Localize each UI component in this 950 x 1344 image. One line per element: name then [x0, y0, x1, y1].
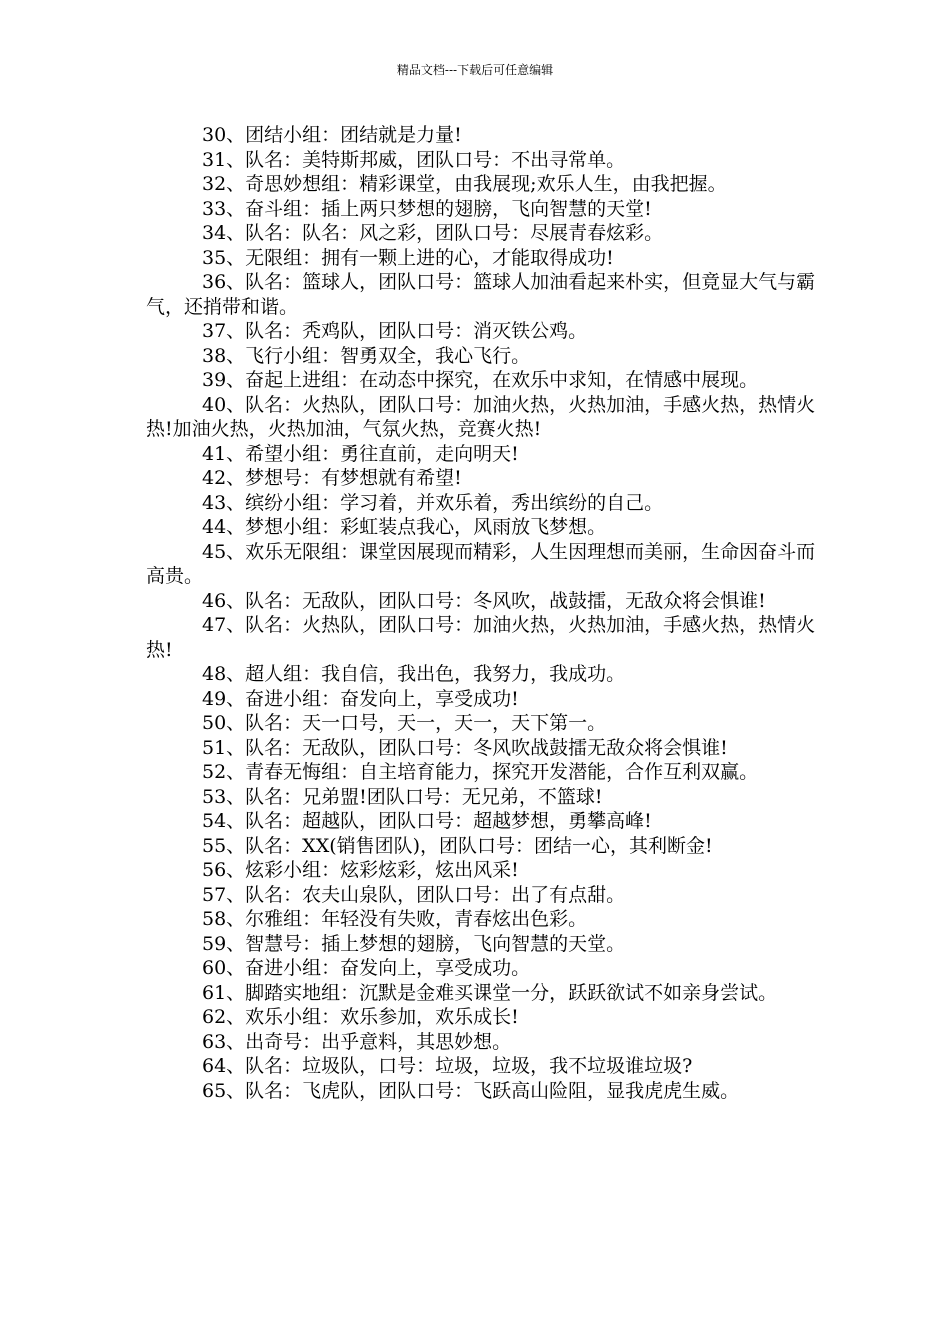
list-item: 33、奋斗组：插上两只梦想的翅膀，飞向智慧的天堂!	[202, 197, 652, 220]
list-item: 54、队名：超越队，团队口号：超越梦想，勇攀高峰!	[202, 810, 652, 832]
list-item: 37、队名：秃鸡队，团队口号：消灭铁公鸡。	[202, 320, 588, 342]
list-item: 56、炫彩小组：炫彩炫彩，炫出风采!	[202, 859, 519, 881]
list-item: 63、出奇号：出乎意料，其思妙想。	[202, 1030, 512, 1053]
list-item: 43、缤纷小组：学习着，并欢乐着，秀出缤纷的自己。	[202, 491, 664, 514]
list-item: 59、智慧号：插上梦想的翅膀，飞向智慧的天堂。	[202, 932, 626, 955]
list-item: 46、队名：无敌队，团队口号：冬风吹，战鼓擂，无敌众将会惧谁!	[202, 589, 766, 612]
list-item: 65、队名：飞虎队，团队口号：飞跃高山险阻，显我虎虎生威。	[202, 1079, 740, 1102]
list-item: 60、奋进小组：奋发向上，享受成功。	[202, 957, 531, 979]
page-header: 精品文档---下载后可任意编辑	[396, 63, 554, 77]
list-item: 34、队名：队名：风之彩，团队口号：尽展青春炫彩。	[202, 222, 664, 244]
list-item: 42、梦想号：有梦想就有希望!	[202, 467, 462, 489]
list-item: 64、队名：垃圾队，口号：垃圾，垃圾，我不垃圾谁垃圾?	[202, 1055, 693, 1077]
list-item: 32、奇思妙想组：精彩课堂，由我展现;欢乐人生，由我把握。	[202, 173, 727, 195]
list-item: 58、尔雅组：年轻没有失败，青春炫出色彩。	[202, 908, 588, 930]
list-item: 52、青春无悔组：自主培育能力，探究开发潜能，合作互利双赢。	[202, 761, 759, 783]
list-item: 40、队名：火热队，团队口号：加油火热，火热加油，手感火热，热情火热!加油火热，火热加油，气氛火热，竞赛火热!	[146, 393, 816, 440]
list-item: 47、队名：火热队，团队口号：加油火热，火热加油，手感火热，热情火热!	[146, 614, 816, 661]
list-item: 45、欢乐无限组：课堂因展现而精彩，人生因理想而美丽，生命因奋斗而高贵。	[146, 540, 816, 587]
list-item: 50、队名：天一口号，天一，天一，天下第一。	[202, 712, 607, 734]
list-item: 30、团结小组：团结就是力量!	[202, 124, 462, 146]
list-item: 38、飞行小组：智勇双全，我心飞行。	[202, 344, 531, 367]
list-item: 55、队名：XX(销售团队)，团队口号：团结一心，其利断金!	[202, 834, 713, 857]
document-body	[146, 123, 816, 1103]
list-item: 57、队名：农夫山泉队，团队口号：出了有点甜。	[202, 883, 626, 906]
list-item: 62、欢乐小组：欢乐参加，欢乐成长!	[202, 1006, 519, 1028]
list-item: 51、队名：无敌队，团队口号：冬风吹战鼓擂无敌众将会惧谁!	[202, 736, 728, 759]
list-item: 49、奋进小组：奋发向上，享受成功!	[202, 687, 519, 710]
list-item: 41、希望小组：勇往直前，走向明天!	[202, 442, 519, 465]
list-item: 53、队名：兄弟盟!团队口号：无兄弟，不篮球!	[202, 785, 603, 808]
list-item: 48、超人组：我自信，我出色，我努力，我成功。	[202, 663, 626, 685]
list-item: 35、无限组：拥有一颗上进的心，才能取得成功!	[202, 246, 614, 269]
list-item: 31、队名：美特斯邦威，团队口号：不出寻常单。	[202, 148, 626, 171]
list-item: 36、队名：篮球人，团队口号：篮球人加油看起来朴实，但竟显大气与霸气，还捎带和谐。	[146, 271, 816, 318]
list-item: 39、奋起上进组：在动态中探究，在欢乐中求知，在情感中展现。	[202, 369, 759, 391]
list-item: 61、脚踏实地组：沉默是金难买课堂一分，跃跃欲试不如亲身尝试。	[202, 981, 778, 1004]
list-item: 44、梦想小组：彩虹装点我心，风雨放飞梦想。	[202, 516, 607, 538]
